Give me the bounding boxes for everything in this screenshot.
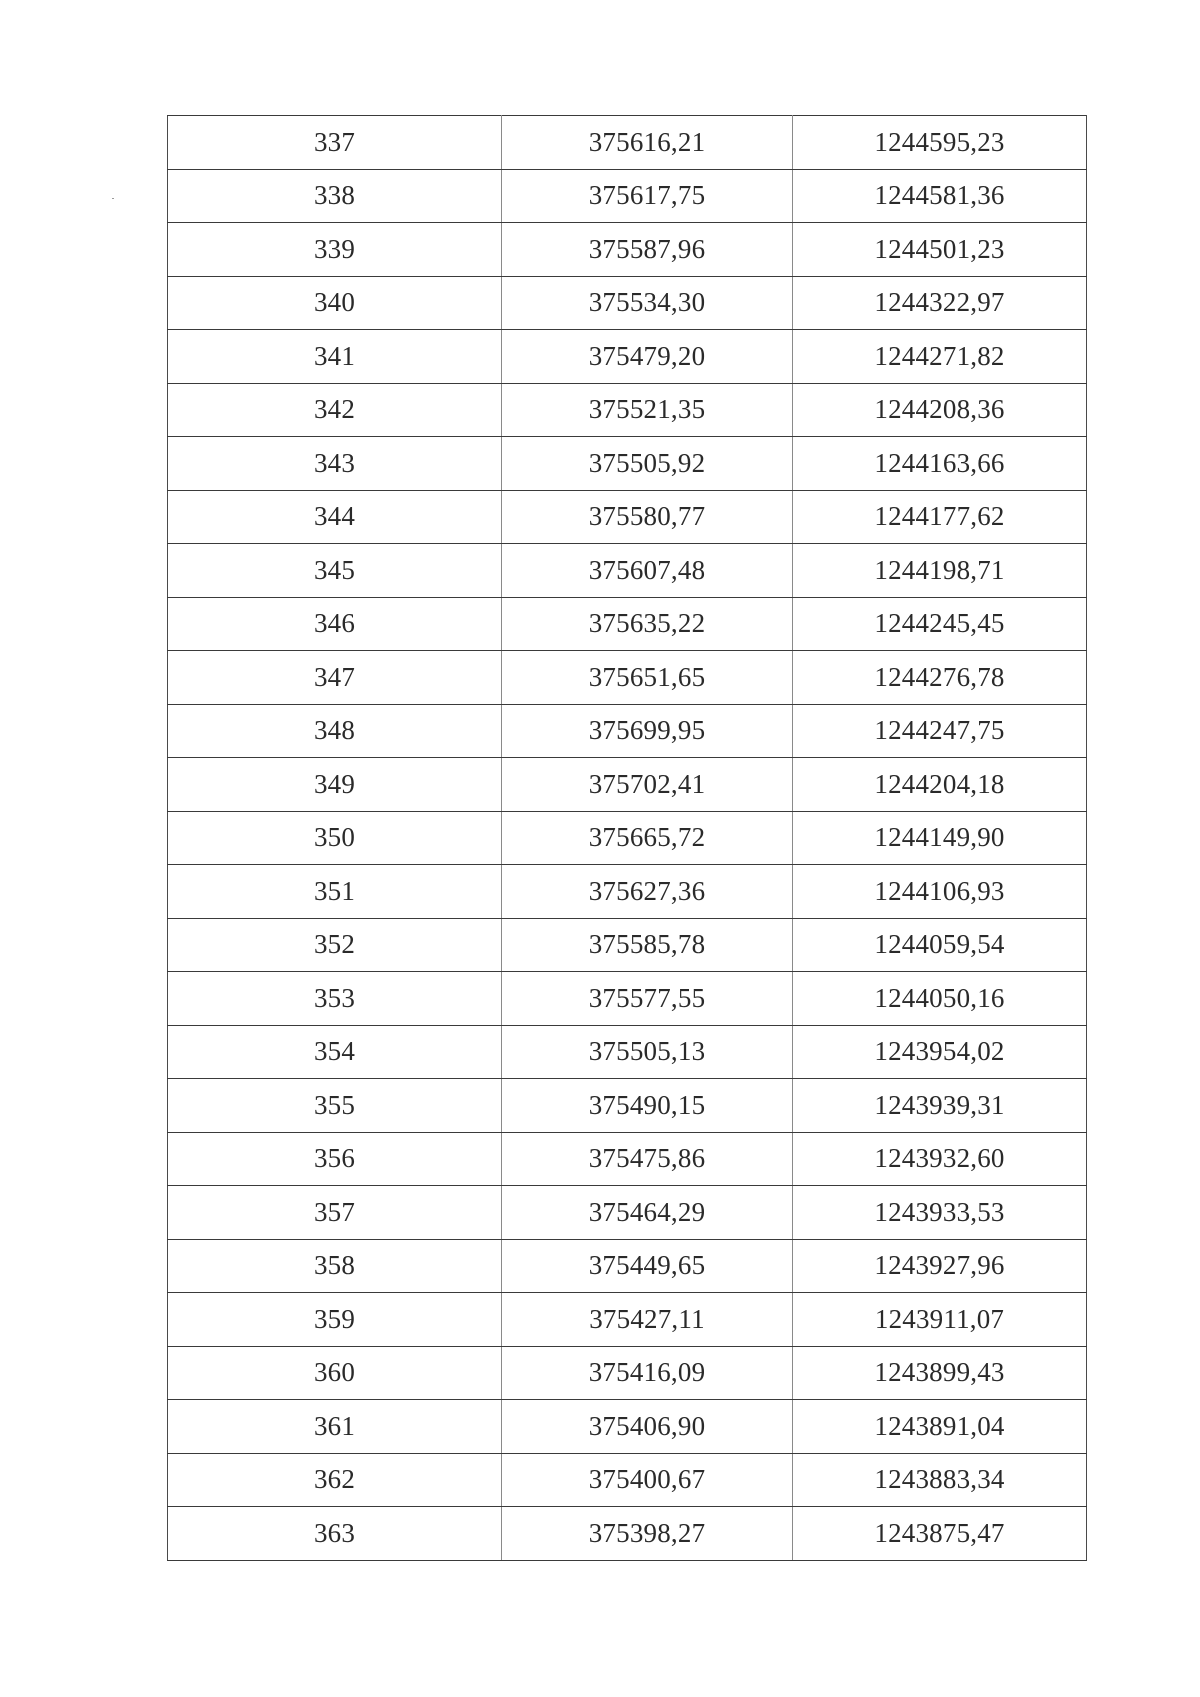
y-coordinate-cell: 1244204,18 bbox=[793, 758, 1087, 812]
x-coordinate-cell: 375607,48 bbox=[502, 544, 793, 598]
table-row bbox=[168, 544, 1087, 598]
y-coordinate-cell: 1244208,36 bbox=[793, 383, 1087, 437]
y-coordinate-cell: 1244177,62 bbox=[793, 490, 1087, 544]
y-coordinate-cell: 1244322,97 bbox=[793, 276, 1087, 330]
table-row bbox=[168, 972, 1087, 1026]
x-coordinate-cell: 375635,22 bbox=[502, 597, 793, 651]
table-row bbox=[168, 116, 1087, 170]
y-coordinate-cell: 1244276,78 bbox=[793, 651, 1087, 705]
x-coordinate-cell: 375505,13 bbox=[502, 1025, 793, 1079]
x-coordinate-cell: 375577,55 bbox=[502, 972, 793, 1026]
x-coordinate-cell: 375627,36 bbox=[502, 865, 793, 919]
y-coordinate-cell: 1243954,02 bbox=[793, 1025, 1087, 1079]
point-number-cell: 353 bbox=[168, 972, 502, 1026]
table-row bbox=[168, 223, 1087, 277]
table-row bbox=[168, 490, 1087, 544]
y-coordinate-cell: 1244198,71 bbox=[793, 544, 1087, 598]
y-coordinate-cell: 1243939,31 bbox=[793, 1079, 1087, 1133]
y-coordinate-cell: 1243875,47 bbox=[793, 1507, 1087, 1561]
point-number-cell: 346 bbox=[168, 597, 502, 651]
y-coordinate-cell: 1243891,04 bbox=[793, 1400, 1087, 1454]
y-coordinate-cell: 1244245,45 bbox=[793, 597, 1087, 651]
y-coordinate-cell: 1244595,23 bbox=[793, 116, 1087, 170]
x-coordinate-cell: 375398,27 bbox=[502, 1507, 793, 1561]
table-row bbox=[168, 597, 1087, 651]
coordinates-table-body bbox=[168, 116, 1087, 1561]
point-number-cell: 349 bbox=[168, 758, 502, 812]
point-number-cell: 347 bbox=[168, 651, 502, 705]
x-coordinate-cell: 375475,86 bbox=[502, 1132, 793, 1186]
table-row bbox=[168, 437, 1087, 491]
x-coordinate-cell: 375400,67 bbox=[502, 1453, 793, 1507]
y-coordinate-cell: 1243911,07 bbox=[793, 1293, 1087, 1347]
x-coordinate-cell: 375534,30 bbox=[502, 276, 793, 330]
table-row bbox=[168, 811, 1087, 865]
y-coordinate-cell: 1244271,82 bbox=[793, 330, 1087, 384]
table-row bbox=[168, 1132, 1087, 1186]
table-row bbox=[168, 918, 1087, 972]
x-coordinate-cell: 375449,65 bbox=[502, 1239, 793, 1293]
point-number-cell: 348 bbox=[168, 704, 502, 758]
y-coordinate-cell: 1244163,66 bbox=[793, 437, 1087, 491]
x-coordinate-cell: 375479,20 bbox=[502, 330, 793, 384]
y-coordinate-cell: 1244247,75 bbox=[793, 704, 1087, 758]
point-number-cell: 351 bbox=[168, 865, 502, 919]
x-coordinate-cell: 375665,72 bbox=[502, 811, 793, 865]
y-coordinate-cell: 1243932,60 bbox=[793, 1132, 1087, 1186]
point-number-cell: 341 bbox=[168, 330, 502, 384]
point-number-cell: 343 bbox=[168, 437, 502, 491]
table-row bbox=[168, 704, 1087, 758]
point-number-cell: 361 bbox=[168, 1400, 502, 1454]
x-coordinate-cell: 375702,41 bbox=[502, 758, 793, 812]
table-row bbox=[168, 758, 1087, 812]
table-row bbox=[168, 1025, 1087, 1079]
y-coordinate-cell: 1244501,23 bbox=[793, 223, 1087, 277]
point-number-cell: 344 bbox=[168, 490, 502, 544]
table-row bbox=[168, 1453, 1087, 1507]
x-coordinate-cell: 375580,77 bbox=[502, 490, 793, 544]
point-number-cell: 360 bbox=[168, 1346, 502, 1400]
x-coordinate-cell: 375427,11 bbox=[502, 1293, 793, 1347]
point-number-cell: 355 bbox=[168, 1079, 502, 1133]
table-row bbox=[168, 383, 1087, 437]
point-number-cell: 345 bbox=[168, 544, 502, 598]
x-coordinate-cell: 375406,90 bbox=[502, 1400, 793, 1454]
x-coordinate-cell: 375505,92 bbox=[502, 437, 793, 491]
y-coordinate-cell: 1243933,53 bbox=[793, 1186, 1087, 1240]
table-row bbox=[168, 1079, 1087, 1133]
y-coordinate-cell: 1244581,36 bbox=[793, 169, 1087, 223]
point-number-cell: 357 bbox=[168, 1186, 502, 1240]
x-coordinate-cell: 375464,29 bbox=[502, 1186, 793, 1240]
y-coordinate-cell: 1243927,96 bbox=[793, 1239, 1087, 1293]
point-number-cell: 352 bbox=[168, 918, 502, 972]
point-number-cell: 362 bbox=[168, 1453, 502, 1507]
x-coordinate-cell: 375585,78 bbox=[502, 918, 793, 972]
y-coordinate-cell: 1244106,93 bbox=[793, 865, 1087, 919]
point-number-cell: 358 bbox=[168, 1239, 502, 1293]
table-row bbox=[168, 330, 1087, 384]
y-coordinate-cell: 1243899,43 bbox=[793, 1346, 1087, 1400]
x-coordinate-cell: 375521,35 bbox=[502, 383, 793, 437]
point-number-cell: 363 bbox=[168, 1507, 502, 1561]
table-row bbox=[168, 651, 1087, 705]
scan-speck bbox=[112, 198, 114, 199]
x-coordinate-cell: 375490,15 bbox=[502, 1079, 793, 1133]
point-number-cell: 340 bbox=[168, 276, 502, 330]
y-coordinate-cell: 1244050,16 bbox=[793, 972, 1087, 1026]
point-number-cell: 342 bbox=[168, 383, 502, 437]
point-number-cell: 337 bbox=[168, 116, 502, 170]
x-coordinate-cell: 375416,09 bbox=[502, 1346, 793, 1400]
point-number-cell: 338 bbox=[168, 169, 502, 223]
point-number-cell: 359 bbox=[168, 1293, 502, 1347]
point-number-cell: 339 bbox=[168, 223, 502, 277]
y-coordinate-cell: 1244059,54 bbox=[793, 918, 1087, 972]
table-row bbox=[168, 1346, 1087, 1400]
table-row bbox=[168, 276, 1087, 330]
x-coordinate-cell: 375616,21 bbox=[502, 116, 793, 170]
x-coordinate-cell: 375651,65 bbox=[502, 651, 793, 705]
table-row bbox=[168, 169, 1087, 223]
table-row bbox=[168, 1507, 1087, 1561]
table-row bbox=[168, 1400, 1087, 1454]
point-number-cell: 354 bbox=[168, 1025, 502, 1079]
point-number-cell: 356 bbox=[168, 1132, 502, 1186]
table-row bbox=[168, 1186, 1087, 1240]
table-row bbox=[168, 865, 1087, 919]
x-coordinate-cell: 375699,95 bbox=[502, 704, 793, 758]
table-row bbox=[168, 1239, 1087, 1293]
coordinates-table bbox=[167, 115, 1087, 1561]
x-coordinate-cell: 375617,75 bbox=[502, 169, 793, 223]
point-number-cell: 350 bbox=[168, 811, 502, 865]
x-coordinate-cell: 375587,96 bbox=[502, 223, 793, 277]
y-coordinate-cell: 1243883,34 bbox=[793, 1453, 1087, 1507]
y-coordinate-cell: 1244149,90 bbox=[793, 811, 1087, 865]
table-row bbox=[168, 1293, 1087, 1347]
